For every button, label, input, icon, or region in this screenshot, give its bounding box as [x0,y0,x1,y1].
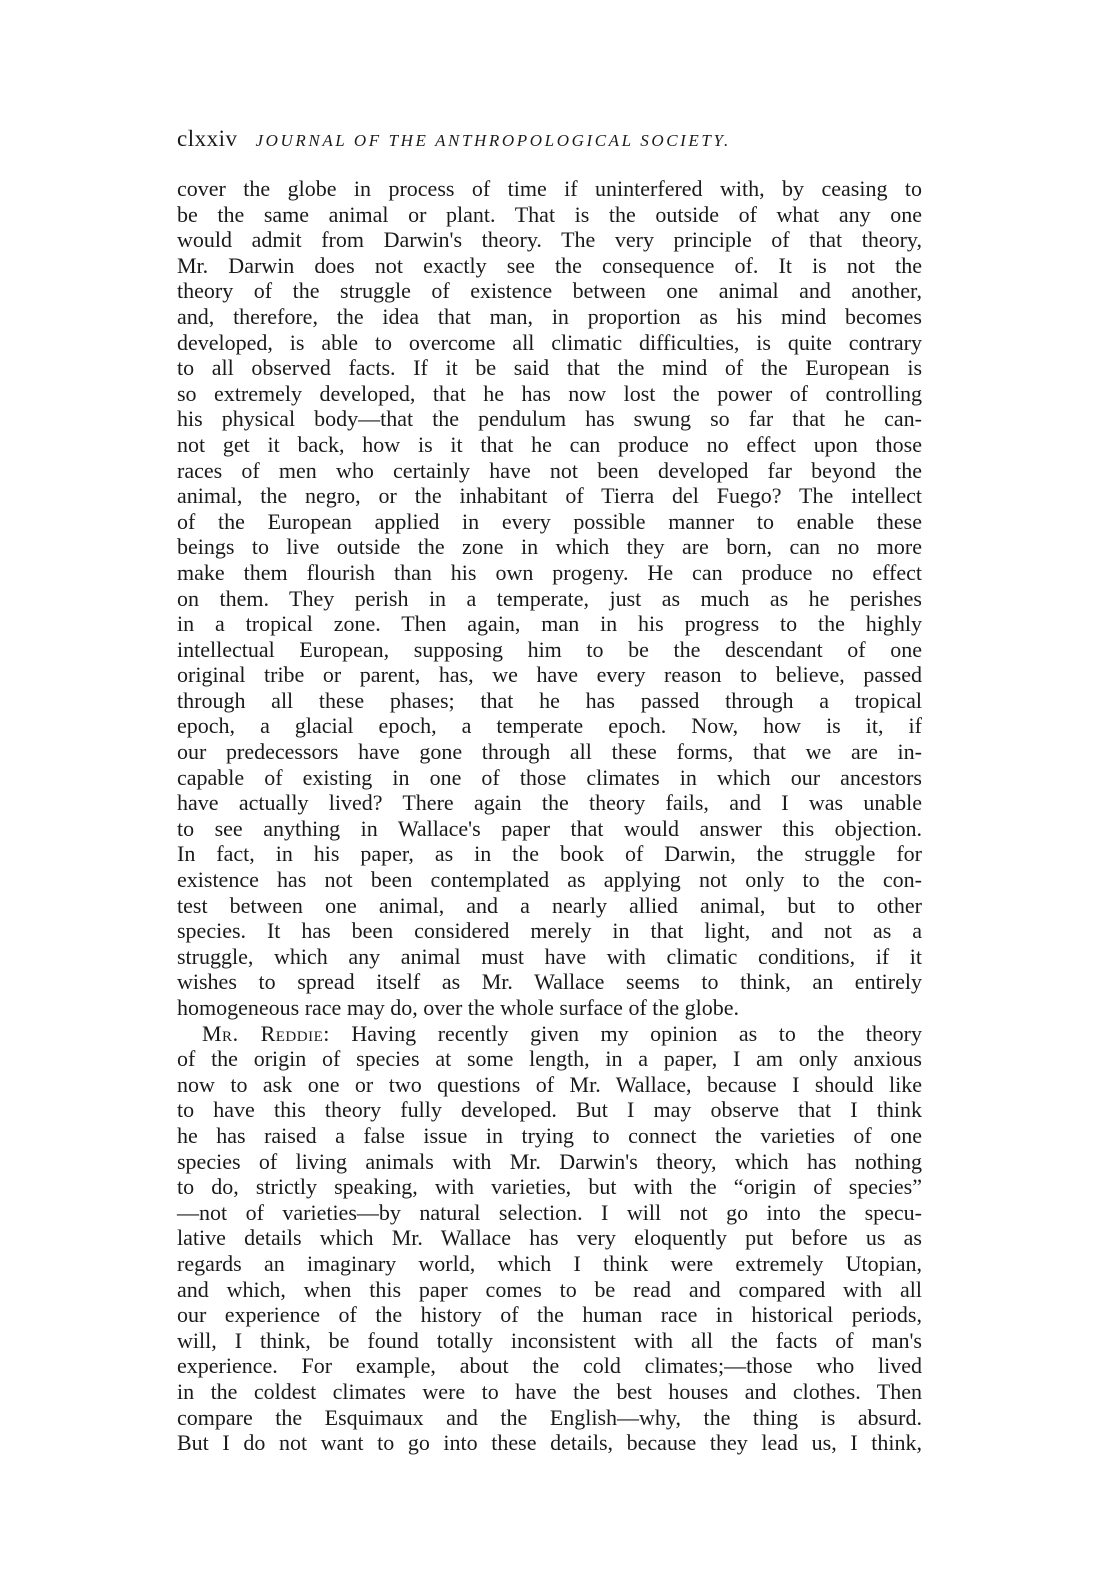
text-line: intellectual European, supposing him to be the descendant of one [177,636,922,662]
page-number: clxxiv [177,126,238,151]
text-line: In fact, in his paper, as in the book of Darwin, the struggle for [177,841,922,867]
text-line: would admit from Darwin's theory. The very principle of that theory, [177,227,922,253]
text-line: species of living animals with Mr. Darwin's theory, which has nothing [177,1148,922,1174]
text-line: and which, when this paper comes to be read and compared with all [177,1276,922,1302]
text-line: so extremely developed, that he has now lost the power of controlling [177,380,922,406]
paragraph-reddie [177,1021,922,1456]
text-line: to see anything in Wallace's paper that would answer this objection. [177,815,922,841]
text-line: —not of varieties—by natural selection. I will not go into the specu- [177,1199,922,1225]
text-line: our experience of the history of the human race in historical periods, [177,1302,922,1328]
text-line: our predecessors have gone through all these forms, that we are in- [177,739,922,765]
text-line: cover the globe in process of time if uninterfered with, by ceasing to [177,176,922,201]
text-line: animal, the negro, or the inhabitant of Tierra del Fuego? The intellect [177,483,922,509]
text-line: of the European applied in every possible manner to enable these [177,508,922,534]
text-line: to all observed facts. If it be said that the mind of the European is [177,355,922,381]
text-line: capable of existing in one of those climates in which our ancestors [177,764,922,790]
speaker-name: Mr. Reddie: [202,1020,330,1046]
text-line: existence has not been contemplated as applying not only to the con- [177,867,922,893]
text-line: compare the Esquimaux and the English—why, the thing is absurd. [177,1404,922,1430]
text-line: have actually lived? There again the theory fails, and I was unable [177,790,922,816]
body-text [177,176,922,1456]
text-line: in a tropical zone. Then again, man in his progress to the highly [177,611,922,637]
text-line: theory of the struggle of existence between one animal and another, [177,278,922,304]
page-header [177,126,922,162]
text-line: homogeneous race may do, over the whole surface of the globe. [177,995,740,1020]
text-line: test between one animal, and a nearly allied animal, but to other [177,892,922,918]
text-line: on them. They perish in a temperate, just as much as he perishes [177,585,922,611]
text-line: lative details which Mr. Wallace has very eloquently put before us as [177,1225,922,1251]
text-line: will, I think, be found totally inconsistent with all the facts of man's [177,1327,922,1353]
text-line: struggle, which any animal must have with climatic conditions, if it [177,943,922,969]
text-line: not get it back, how is it that he can produce no effect upon those [177,431,922,457]
speaker-text: Having recently given my opinion as to the theory [329,1020,922,1046]
text-line: and, therefore, the idea that man, in proportion as his mind becomes [177,303,922,329]
text-line: he has raised a false issue in trying to connect the varieties of one [177,1122,922,1148]
text-line: make them flourish than his own progeny. He can produce no effect [177,559,922,585]
text-line: his physical body—that the pendulum has swung so far that he can- [177,406,922,432]
text-line: But I do not want to go into these details, because they lead us, I think, [177,1430,922,1456]
text-line: of the origin of species at some length, in a paper, I am only anxious [177,1046,922,1072]
text-line: wishes to spread itself as Mr. Wallace seems to think, an entirely [177,969,922,995]
text-line: in the coldest climates were to have the best houses and clothes. Then [177,1378,922,1404]
text-line: experience. For example, about the cold climates;—those who lived [177,1353,922,1379]
text-line: developed, is able to overcome all climatic difficulties, is quite contrary [177,329,922,355]
text-line: species. It has been considered merely in that light, and not as a [177,918,922,944]
paragraph-continued [177,176,922,1021]
text-line: regards an imaginary world, which I think were extremely Utopian, [177,1250,922,1276]
text-line: through all these phases; that he has passed through a tropical [177,687,922,713]
running-head: JOURNAL OF THE ANTHROPOLOGICAL SOCIETY. [255,131,731,150]
text-line: races of men who certainly have not been developed far beyond the [177,457,922,483]
text-line: now to ask one or two questions of Mr. Wallace, because I should like [177,1071,922,1097]
text-line: epoch, a glacial epoch, a temperate epoch. Now, how is it, if [177,713,922,739]
text-line: Mr. Darwin does not exactly see the consequence of. It is not the [177,252,922,278]
text-line: beings to live outside the zone in which they are born, can no more [177,534,922,560]
text-line [177,1021,922,1047]
text-line: be the same animal or plant. That is the outside of what any one [177,201,922,227]
text-line: to have this theory fully developed. But I may observe that I think [177,1097,922,1123]
text-line: to do, strictly speaking, with varieties, but with the “origin of species” [177,1174,922,1200]
text-line: original tribe or parent, has, we have every reason to believe, passed [177,662,922,688]
